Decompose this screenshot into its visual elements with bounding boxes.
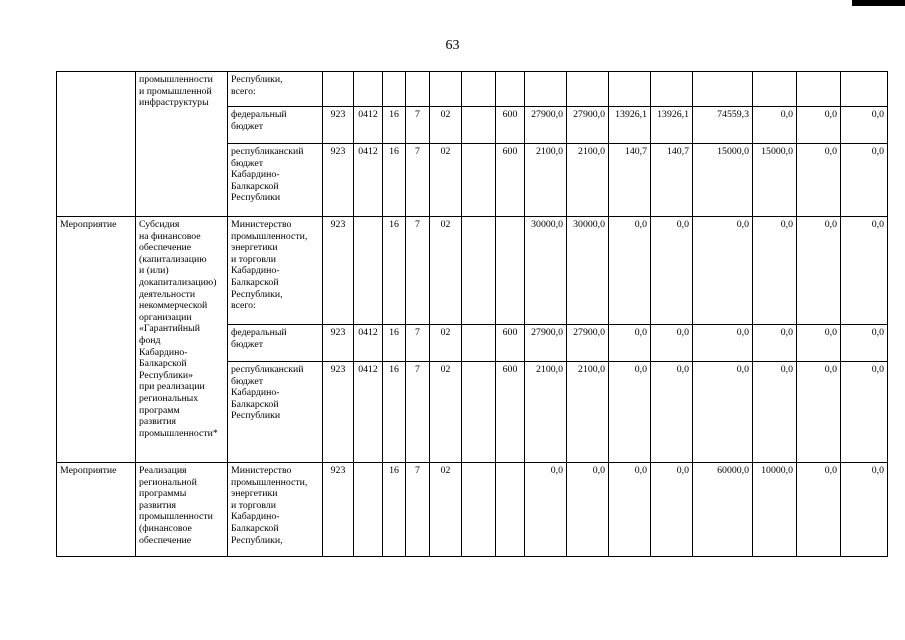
top-edge-mark (852, 0, 905, 6)
executor-cell: республиканский бюджет Кабардино- Балкарской Республики (228, 362, 323, 463)
value-cell: 140,7 (651, 144, 693, 217)
rzpr-code (354, 217, 383, 325)
value-cell: 0,0 (841, 325, 888, 362)
program-code: 16 (383, 217, 406, 325)
executor-cell: республиканский бюджет Кабардино- Балкарской Республики (228, 144, 323, 217)
grbs-code: 923 (323, 362, 354, 463)
rzpr-code: 0412 (354, 362, 383, 463)
table-row (57, 217, 888, 325)
value-cell: 0,0 (609, 217, 651, 325)
value-cell: 0,0 (609, 463, 651, 557)
program-code: 16 (383, 463, 406, 557)
value-cell: 60000,0 (693, 463, 753, 557)
value-cell: 0,0 (841, 144, 888, 217)
event-code: 02 (430, 463, 462, 557)
value-cell: 0,0 (841, 217, 888, 325)
value-cell: 2100,0 (525, 362, 567, 463)
event-type-cell: Мероприятие (57, 463, 136, 557)
value-cell: 0,0 (651, 217, 693, 325)
value-cell: 0,0 (797, 144, 841, 217)
value-cell: 0,0 (651, 325, 693, 362)
value-cell: 0,0 (651, 362, 693, 463)
executor-cell: Республики, всего: (228, 72, 323, 107)
rzpr-code: 0412 (354, 325, 383, 362)
value-cell: 30000,0 (525, 217, 567, 325)
grbs-code: 923 (323, 325, 354, 362)
vr-code: 600 (496, 362, 525, 463)
subprogram-code: 7 (406, 325, 430, 362)
value-cell: 27900,0 (525, 325, 567, 362)
vr-code (496, 463, 525, 557)
page-number: 63 (445, 38, 460, 53)
value-cell: 0,0 (797, 107, 841, 144)
subprogram-code: 7 (406, 217, 430, 325)
event-code: 02 (430, 217, 462, 325)
value-cell: 27900,0 (567, 107, 609, 144)
value-cell: 15000,0 (753, 144, 797, 217)
budget-table (56, 71, 888, 557)
vr-code: 600 (496, 144, 525, 217)
value-cell: 0,0 (753, 217, 797, 325)
value-cell: 0,0 (609, 325, 651, 362)
value-cell: 74559,3 (693, 107, 753, 144)
grbs-code: 923 (323, 107, 354, 144)
table-row (57, 72, 888, 107)
value-cell: 15000,0 (693, 144, 753, 217)
event-code: 02 (430, 107, 462, 144)
value-cell: 0,0 (651, 463, 693, 557)
value-cell: 30000,0 (567, 217, 609, 325)
event-name-cell: Субсидия на финансовое обеспечение (капитализацию и (или) докапитализацию) деятельности некоммерческой организации «Гарантийный фонд Кабардино- Балкарской Республики» при реализации региональных программ развития промышленности* (136, 217, 228, 463)
direction-code (462, 362, 496, 463)
direction-code (462, 217, 496, 325)
subprogram-code: 7 (406, 463, 430, 557)
rzpr-code: 0412 (354, 144, 383, 217)
program-code: 16 (383, 144, 406, 217)
value-cell: 0,0 (797, 325, 841, 362)
subprogram-code: 7 (406, 107, 430, 144)
rzpr-code (354, 463, 383, 557)
subprogram-code: 7 (406, 362, 430, 463)
value-cell: 2100,0 (567, 362, 609, 463)
value-cell: 0,0 (841, 463, 888, 557)
program-code: 16 (383, 325, 406, 362)
direction-code (462, 107, 496, 144)
value-cell: 0,0 (841, 362, 888, 463)
value-cell: 0,0 (753, 325, 797, 362)
executor-cell: федеральный бюджет (228, 325, 323, 362)
rzpr-code: 0412 (354, 107, 383, 144)
subprogram-code: 7 (406, 144, 430, 217)
value-cell: 140,7 (609, 144, 651, 217)
event-type-cell: Мероприятие (57, 217, 136, 463)
direction-code (462, 463, 496, 557)
event-name-cell: промышленности и промышленной инфраструктуры (136, 72, 228, 217)
value-cell: 0,0 (753, 107, 797, 144)
event-code: 02 (430, 144, 462, 217)
direction-code (462, 144, 496, 217)
vr-code (496, 217, 525, 325)
vr-code: 600 (496, 325, 525, 362)
value-cell: 0,0 (567, 463, 609, 557)
value-cell: 0,0 (797, 463, 841, 557)
grbs-code: 923 (323, 144, 354, 217)
value-cell: 0,0 (693, 362, 753, 463)
value-cell: 0,0 (841, 107, 888, 144)
executor-cell: Министерство промышленности, энергетики и торговли Кабардино- Балкарской Республики, всего: (228, 217, 323, 325)
value-cell: 10000,0 (753, 463, 797, 557)
program-code: 16 (383, 107, 406, 144)
table-row (57, 463, 888, 557)
value-cell: 0,0 (693, 325, 753, 362)
event-code: 02 (430, 325, 462, 362)
value-cell: 0,0 (693, 217, 753, 325)
value-cell: 27900,0 (525, 107, 567, 144)
value-cell: 0,0 (525, 463, 567, 557)
value-cell: 0,0 (797, 217, 841, 325)
grbs-code: 923 (323, 463, 354, 557)
event-code: 02 (430, 362, 462, 463)
executor-cell: Министерство промышленности, энергетики и торговли Кабардино- Балкарской Республики, (228, 463, 323, 557)
value-cell: 0,0 (609, 362, 651, 463)
grbs-code: 923 (323, 217, 354, 325)
value-cell: 0,0 (797, 362, 841, 463)
value-cell: 0,0 (753, 362, 797, 463)
program-code: 16 (383, 362, 406, 463)
executor-cell: федеральный бюджет (228, 107, 323, 144)
vr-code: 600 (496, 107, 525, 144)
event-name-cell: Реализация региональной программы развития промышленности (финансовое обеспечение (136, 463, 228, 557)
value-cell: 2100,0 (525, 144, 567, 217)
value-cell: 27900,0 (567, 325, 609, 362)
value-cell: 2100,0 (567, 144, 609, 217)
value-cell: 13926,1 (609, 107, 651, 144)
value-cell: 13926,1 (651, 107, 693, 144)
event-type-cell (57, 72, 136, 217)
direction-code (462, 325, 496, 362)
